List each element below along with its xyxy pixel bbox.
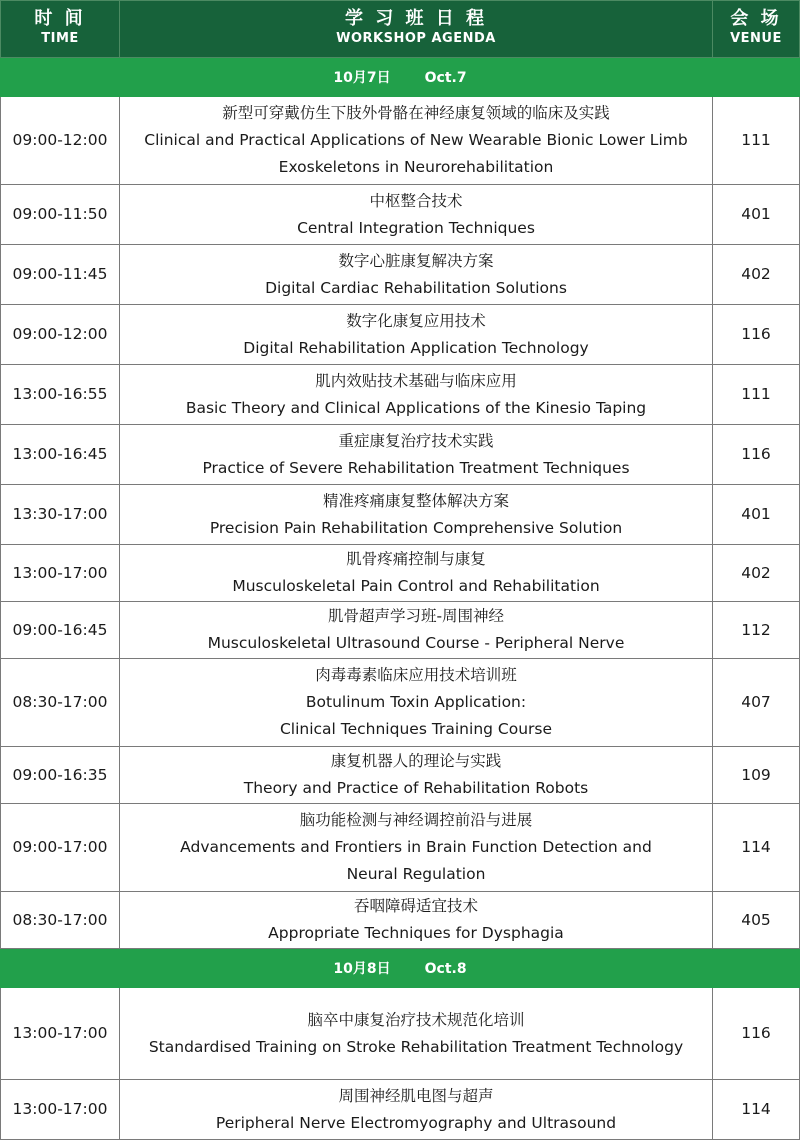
header-venue-zh: 会 场 bbox=[730, 8, 782, 29]
session-topic bbox=[120, 245, 713, 305]
session-title-zh: 肌内效贴技术基础与临床应用 bbox=[315, 371, 517, 390]
session-title-zh: 数字心脏康复解决方案 bbox=[338, 251, 494, 270]
header-agenda-en: WORKSHOP AGENDA bbox=[336, 31, 496, 46]
session-title-en: Advancements and Frontiers in Brain Function Detection and bbox=[180, 838, 652, 856]
session-row bbox=[1, 545, 800, 602]
session-topic bbox=[120, 485, 713, 545]
session-title-en: Exoskeletons in Neurorehabilitation bbox=[278, 158, 554, 176]
session-row bbox=[1, 425, 800, 485]
table-header bbox=[1, 1, 800, 58]
session-row bbox=[1, 365, 800, 425]
session-time: 13:30-17:00 bbox=[1, 485, 120, 545]
session-title-en: Peripheral Nerve Electromyography and Ultrasound bbox=[215, 1113, 617, 1132]
header-agenda bbox=[120, 1, 713, 58]
session-title-en: Clinical Techniques Training Course bbox=[279, 720, 553, 738]
header-venue bbox=[713, 1, 800, 58]
session-title-en: Theory and Practice of Rehabilitation Robots bbox=[243, 779, 589, 797]
session-time: 13:00-17:00 bbox=[1, 545, 120, 602]
session-topic bbox=[120, 305, 713, 365]
session-venue: 116 bbox=[713, 305, 800, 365]
session-topic bbox=[120, 425, 713, 485]
session-venue: 111 bbox=[713, 365, 800, 425]
session-venue: 114 bbox=[713, 1080, 800, 1140]
day-date-en: Oct.8 bbox=[424, 961, 467, 977]
session-title-zh: 肉毒毒素临床应用技术培训班 bbox=[315, 666, 517, 684]
session-time: 09:00-12:00 bbox=[1, 305, 120, 365]
session-title-en: Botulinum Toxin Application: bbox=[305, 693, 527, 711]
session-row bbox=[1, 485, 800, 545]
day-header bbox=[1, 949, 800, 988]
session-topic bbox=[120, 185, 713, 245]
session-time: 09:00-12:00 bbox=[1, 97, 120, 185]
session-title-en: Central Integration Techniques bbox=[297, 218, 535, 237]
session-title-zh: 周围神经肌电图与超声 bbox=[338, 1086, 494, 1105]
session-topic bbox=[120, 659, 713, 747]
session-title-zh: 脑卒中康复治疗技术规范化培训 bbox=[307, 1010, 525, 1029]
session-venue: 114 bbox=[713, 804, 800, 892]
session-time: 08:30-17:00 bbox=[1, 659, 120, 747]
session-title-en: Musculoskeletal Pain Control and Rehabilitation bbox=[232, 577, 600, 595]
session-time: 09:00-17:00 bbox=[1, 804, 120, 892]
session-venue: 405 bbox=[713, 892, 800, 949]
header-agenda-zh: 学 习 班 日 程 bbox=[344, 8, 488, 29]
session-title-en: Precision Pain Rehabilitation Comprehensive Solution bbox=[209, 518, 623, 537]
session-time: 13:00-17:00 bbox=[1, 1080, 120, 1140]
session-row bbox=[1, 988, 800, 1080]
session-venue: 116 bbox=[713, 988, 800, 1080]
session-topic bbox=[120, 804, 713, 892]
session-venue: 402 bbox=[713, 545, 800, 602]
session-topic bbox=[120, 97, 713, 185]
session-time: 13:00-16:55 bbox=[1, 365, 120, 425]
session-row bbox=[1, 185, 800, 245]
session-title-zh: 吞咽障碍适宜技术 bbox=[353, 897, 478, 915]
session-venue: 109 bbox=[713, 747, 800, 804]
session-title-en: Basic Theory and Clinical Applications of the Kinesio Taping bbox=[185, 398, 647, 417]
session-time: 09:00-16:35 bbox=[1, 747, 120, 804]
session-title-en: Standardised Training on Stroke Rehabilitation Treatment Technology bbox=[148, 1037, 684, 1056]
session-topic bbox=[120, 545, 713, 602]
session-title-zh: 数字化康复应用技术 bbox=[346, 311, 486, 330]
session-title-en: Neural Regulation bbox=[346, 865, 486, 883]
session-venue: 112 bbox=[713, 602, 800, 659]
day-date-zh: 10月7日 bbox=[333, 70, 391, 86]
session-title-en: Clinical and Practical Applications of New Wearable Bionic Lower Limb bbox=[144, 131, 688, 149]
session-time: 13:00-17:00 bbox=[1, 988, 120, 1080]
session-venue: 401 bbox=[713, 485, 800, 545]
session-title-en: Appropriate Techniques for Dysphagia bbox=[268, 924, 564, 942]
session-topic bbox=[120, 892, 713, 949]
session-time: 13:00-16:45 bbox=[1, 425, 120, 485]
session-venue: 402 bbox=[713, 245, 800, 305]
session-topic bbox=[120, 365, 713, 425]
header-time-zh: 时 间 bbox=[34, 8, 86, 29]
session-row bbox=[1, 245, 800, 305]
session-row bbox=[1, 804, 800, 892]
session-title-zh: 康复机器人的理论与实践 bbox=[330, 752, 502, 770]
session-title-en: Musculoskeletal Ultrasound Course - Peripheral Nerve bbox=[207, 634, 625, 652]
day-date-en: Oct.7 bbox=[424, 70, 467, 86]
session-title-en: Digital Rehabilitation Application Technology bbox=[243, 338, 589, 357]
session-title-zh: 肌骨超声学习班-周围神经 bbox=[327, 607, 505, 625]
session-time: 09:00-11:50 bbox=[1, 185, 120, 245]
session-time: 09:00-11:45 bbox=[1, 245, 120, 305]
session-row bbox=[1, 602, 800, 659]
day-date-zh: 10月8日 bbox=[333, 961, 391, 977]
session-row bbox=[1, 305, 800, 365]
session-row bbox=[1, 747, 800, 804]
header-time-en: TIME bbox=[41, 31, 79, 46]
session-row bbox=[1, 1080, 800, 1140]
session-venue: 407 bbox=[713, 659, 800, 747]
session-title-zh: 脑功能检测与神经调控前沿与进展 bbox=[299, 811, 533, 829]
day-header-cell bbox=[1, 949, 800, 988]
session-title-en: Practice of Severe Rehabilitation Treatment Techniques bbox=[202, 458, 630, 477]
session-title-zh: 重症康复治疗技术实践 bbox=[338, 431, 494, 450]
day-header bbox=[1, 58, 800, 97]
day-header-cell bbox=[1, 58, 800, 97]
session-row bbox=[1, 659, 800, 747]
session-title-zh: 精准疼痛康复整体解决方案 bbox=[322, 491, 509, 510]
header-time bbox=[1, 1, 120, 58]
session-row bbox=[1, 892, 800, 949]
header-venue-en: VENUE bbox=[730, 31, 782, 46]
session-title-zh: 肌骨疼痛控制与康复 bbox=[346, 550, 486, 568]
session-time: 09:00-16:45 bbox=[1, 602, 120, 659]
session-topic bbox=[120, 602, 713, 659]
session-title-zh: 新型可穿戴仿生下肢外骨骼在神经康复领域的临床及实践 bbox=[222, 104, 610, 122]
session-venue: 401 bbox=[713, 185, 800, 245]
session-venue: 116 bbox=[713, 425, 800, 485]
session-topic bbox=[120, 1080, 713, 1140]
session-topic bbox=[120, 988, 713, 1080]
session-venue: 111 bbox=[713, 97, 800, 185]
session-title-en: Digital Cardiac Rehabilitation Solutions bbox=[265, 278, 567, 297]
session-title-zh: 中枢整合技术 bbox=[369, 191, 463, 210]
session-time: 08:30-17:00 bbox=[1, 892, 120, 949]
session-topic bbox=[120, 747, 713, 804]
session-row bbox=[1, 97, 800, 185]
